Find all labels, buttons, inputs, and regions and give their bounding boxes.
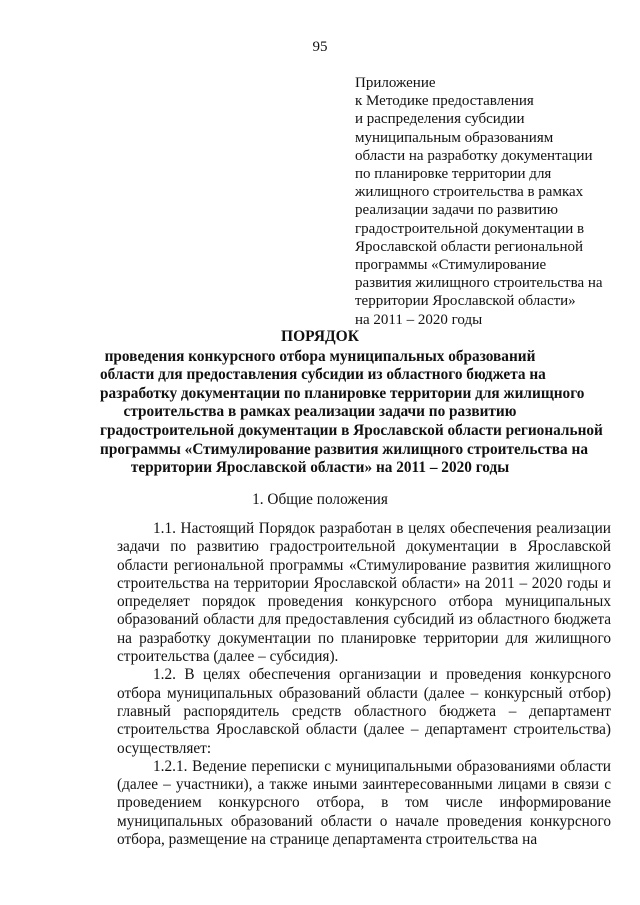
title-line: проведения конкурсного отбора муниципальных образований xyxy=(104,347,536,365)
title-line: программы «Стимулирование развития жилищного строительства на xyxy=(100,440,588,458)
appendix-note xyxy=(355,74,625,329)
document-body xyxy=(117,520,611,849)
appendix-line: области на разработку документации xyxy=(355,147,593,164)
title-line: территории Ярославской области» на 2011 – 2020 годы xyxy=(130,459,510,477)
document-title xyxy=(100,328,603,478)
title-line: строительства в рамках реализации задачи по развитию xyxy=(123,403,517,421)
appendix-line: реализации задачи по развитию xyxy=(355,202,558,219)
title-line: градостроительной документации в Ярославской области региональной xyxy=(100,421,603,439)
appendix-line: программы «Стимулирование xyxy=(355,257,547,274)
appendix-line: на 2011 – 2020 годы xyxy=(355,311,483,328)
appendix-line: Приложение xyxy=(355,75,436,91)
appendix-line: территории Ярославской области» xyxy=(355,293,576,310)
appendix-line: муниципальным образованиям xyxy=(355,129,554,146)
paragraph: 1.2.1. Ведение переписки с муниципальными образованиями области (далее – участники), а также иными заинтересованными лицами в связи с проведением конкурсного отбора, в том числе информирование муниципальных образований области о начале проведения конкурсного отбора, размещение на странице департамента строительства на xyxy=(117,757,611,849)
title-main: ПОРЯДОК xyxy=(281,328,359,345)
appendix-line: градостроительной документации в xyxy=(355,220,585,237)
appendix-line: и распределения субсидии xyxy=(355,111,525,128)
page-number: 95 xyxy=(312,39,328,55)
title-line: области для предоставления субсидии из областного бюджета на xyxy=(100,366,546,384)
appendix-line: жилищного строительства в рамках xyxy=(355,184,584,201)
appendix-line: Ярославской области региональной xyxy=(355,238,584,255)
appendix-line: по планировке территории для xyxy=(355,166,552,183)
paragraph: 1.2. В целях обеспечения организации и проведения конкурсного отбора муниципальных образований области (далее – конкурсный отбор) главный распорядитель средств областного бюджета – департамент строительства Ярославской области (далее – департамент строительства) осуществляет: xyxy=(117,666,611,757)
section-heading: 1. Общие положения xyxy=(252,491,388,508)
appendix-line: развития жилищного строительства на xyxy=(355,275,603,292)
appendix-line: к Методике предоставления xyxy=(355,93,534,110)
paragraph: 1.1. Настоящий Порядок разработан в целях обеспечения реализации задачи по развитию градостроительной документации в Ярославской области региональной программы «Стимулирование развития жилищного строительства на территории Ярославской области» на 2011 – 2020 годы и определяет порядок проведения конкурсного отбора муниципальных образований области для предоставления субсидий из областного бюджета на разработку документации по планировке территории для жилищного строительства (далее – субсидия). xyxy=(117,520,611,666)
title-line: разработку документации по планировке территории для жилищного xyxy=(100,384,585,402)
